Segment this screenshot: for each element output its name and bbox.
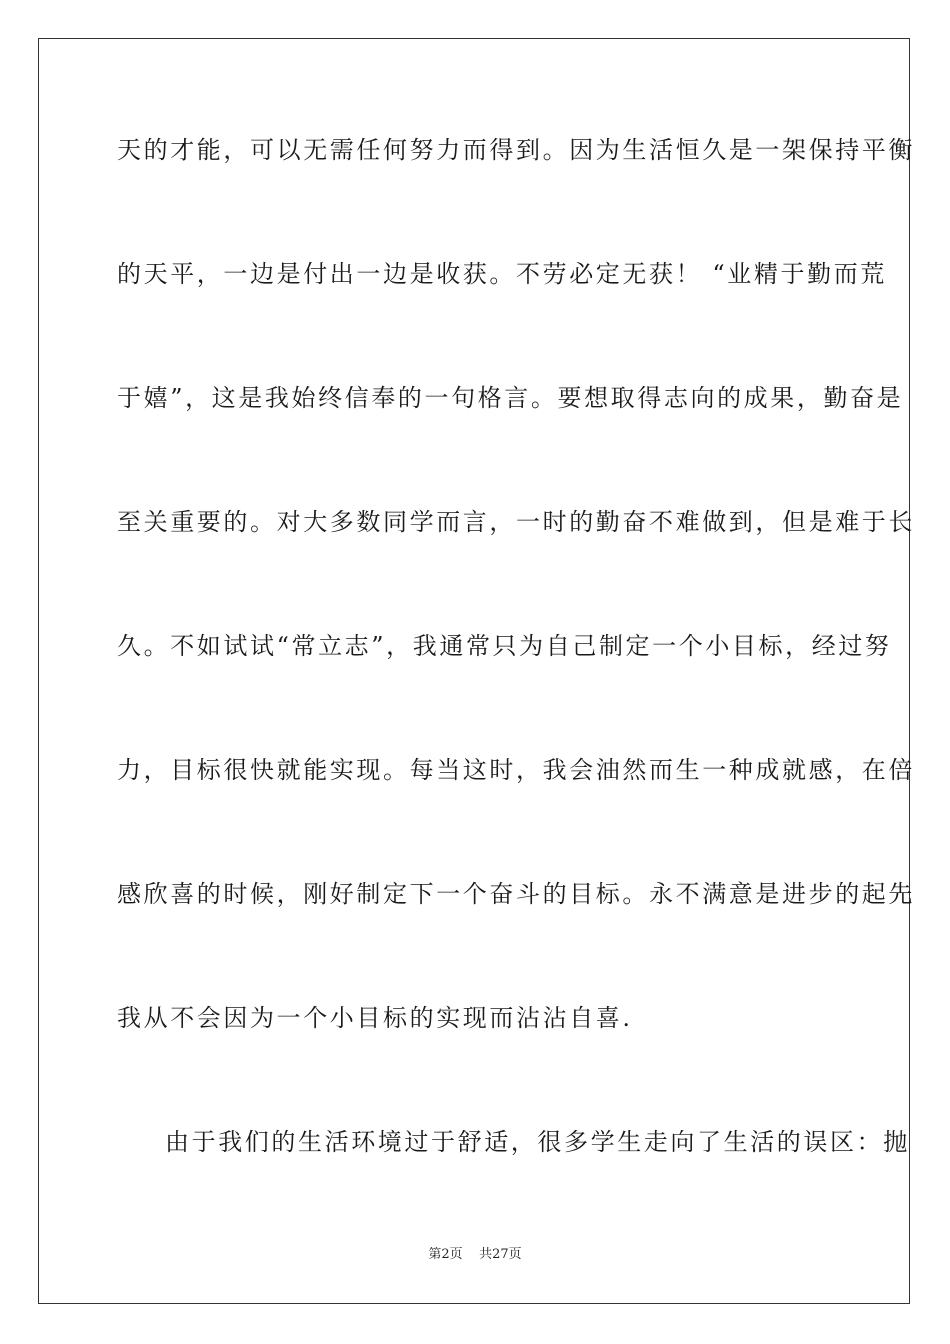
text-line: 至关重要的。对大多数同学而言，一时的勤奋不难做到，但是难于长 xyxy=(117,508,915,536)
page-total: 共27页 xyxy=(479,1247,522,1262)
text-line: 力，目标很快就能实现。每当这时，我会油然而生一种成就感，在倍 xyxy=(117,756,915,784)
text-line: 天的才能，可以无需任何努力而得到。因为生活恒久是一架保持平衡 xyxy=(117,136,915,164)
page-frame xyxy=(38,38,915,1304)
text-line: 的天平，一边是付出一边是收获。不劳必定无获！ “业精于勤而荒 xyxy=(117,260,887,288)
text-line: 感欣喜的时候，刚好制定下一个奋斗的目标。永不满意是进步的起先 xyxy=(117,880,915,908)
paragraph-start-line: 由于我们的生活环境过于舒适，很多学生走向了生活的误区：抛 xyxy=(165,1128,910,1156)
text-line: 我从不会因为一个小目标的实现而沾沾自喜. xyxy=(117,1004,633,1032)
text-line: 久。不如试试“常立志”，我通常只为自己制定一个小目标，经过努 xyxy=(117,632,892,660)
page-footer xyxy=(0,1246,950,1264)
text-line: 于嬉”，这是我始终信奉的一句格言。要想取得志向的成果，勤奋是 xyxy=(117,384,904,412)
page-number: 第2页 xyxy=(428,1247,463,1262)
